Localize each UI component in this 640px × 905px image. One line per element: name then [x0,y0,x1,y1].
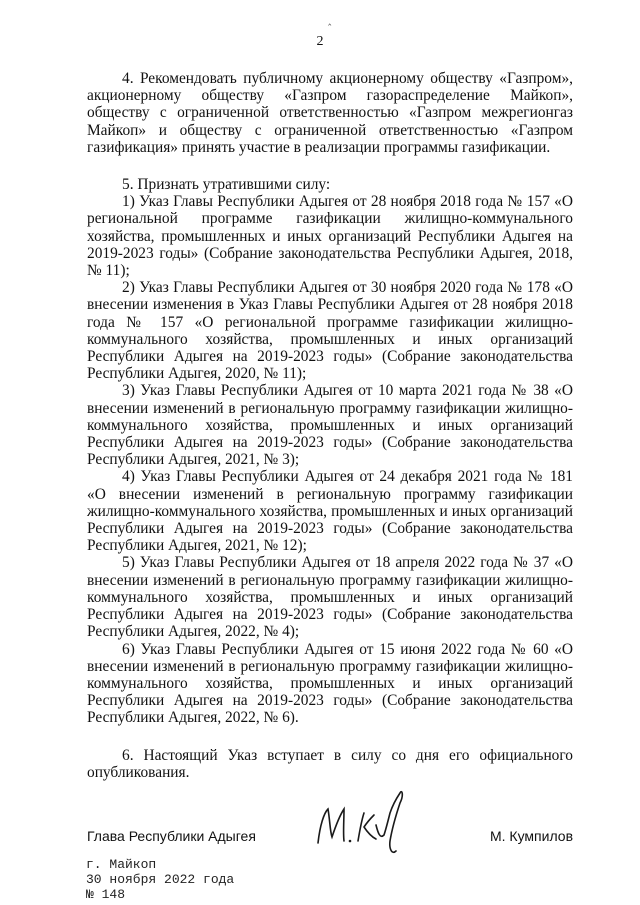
repealed-item-6: 6) Указ Главы Республики Адыгея от 15 июня 2022 года № 60 «О внесении изменений в региональную программу газификации жилищно-коммунального хозяйства, промышленных и иных организаций Республики Адыгея на 2019-2023 годы» (Собрание законодательства Республики Адыгея, 2022, № 6). [87,640,573,727]
repealed-item-4: 4) Указ Главы Республики Адыгея от 24 декабря 2021 года № 181 «О внесении изменений в региональную программу газификации жилищно-коммунального хозяйства, промышленных и иных организаций Республики Адыгея на 2019-2023 годы» (Собрание законодательства Республики Адыгея, 2021, № 12); [87,468,573,555]
stamp-date: 30 ноября 2022 года [86,872,235,887]
repealed-item-5: 5) Указ Главы Республики Адыгея от 18 апреля 2022 года № 37 «О внесении изменений в региональную программу газификации жилищно-коммунального хозяйства, промышленных и иных организаций Республики Адыгея на 2019-2023 годы» (Собрание законодательства Республики Адыгея, 2022, № 4); [87,554,573,641]
signatory-name: М. Кумпилов [489,828,573,844]
repealed-item-3: 3) Указ Главы Республики Адыгея от 10 марта 2021 года № 38 «О внесении изменений в региональную программу газификации жилищно-коммунального хозяйства, промышленных и иных организаций Республики Адыгея на 2019-2023 годы» (Собрание законодательства Республики Адыгея, 2021, № 3); [87,382,573,469]
paragraph-4: 4. Рекомендовать публичному акционерному обществу «Газпром», акционерному обществу «Газпром газораспределение Майкоп», обществу с ограниченной ответственностью «Газпром межрегионгаз Майкоп» и обществу с ограниченной ответственностью «Газпром газификация» принять участие в реализации программы газификации. [87,70,573,156]
stamp-number: № 148 [86,887,126,902]
paragraph-5-lead: 5. Признать утратившими силу: [122,176,331,194]
paragraph-6: 6. Настоящий Указ вступает в силу со дня его официального опубликования. [87,746,573,781]
signatory-position: Глава Республики Адыгея [87,828,256,844]
document-body [87,70,573,781]
document-stamp [86,857,234,902]
top-mark: ‸ [328,15,332,26]
page-number: 2 [316,34,324,49]
repealed-item-1: 1) Указ Главы Республики Адыгея от 28 ноября 2018 года № 157 «О региональной программе газификации жилищно-коммунального хозяйства, промышленных и иных организаций Республики Адыгея на 2019-2023 годы» (Собрание законодательства Республики Адыгея, 2018, № 11); [87,193,573,280]
repealed-item-2: 2) Указ Главы Республики Адыгея от 30 ноября 2020 года № 178 «О внесении изменения в Указ Главы Республики Адыгея от 28 ноября 2018 года № 157 «О региональной программе газификации жилищно-коммунального хозяйства, промышленных и иных организаций Республики Адыгея на 2019-2023 годы» (Собрание законодательства Республики Адыгея, 2020, № 11); [87,279,573,383]
stamp-city: г. Майкоп [86,857,157,872]
handwritten-signature [310,785,410,860]
